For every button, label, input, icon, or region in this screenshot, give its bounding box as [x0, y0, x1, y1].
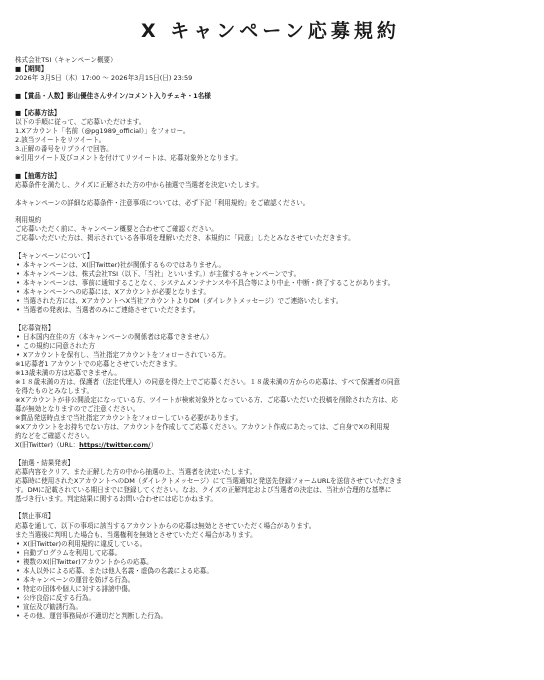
eligibility-note: 約などをご確認ください。 [15, 432, 94, 441]
prohibited-heading: 【禁止事項】 [15, 512, 55, 521]
announcement-line: す。DMに記載されている期日までに登録してください。なお、クイズの正解判定および当選者の決定は、当社が合理的な基準に [15, 485, 392, 494]
url-suffix: ） [150, 441, 158, 450]
list-item: • 本人以外による応募、または他人名義・虚偽の名義による応募。 [15, 567, 526, 576]
selection-heading: ■【抽選方法】 [15, 171, 61, 180]
announcement-heading: 【抽選・結果発表】 [15, 458, 74, 467]
eligibility-note: を得たものとみなします。 [15, 386, 94, 395]
list-item: • 公序良俗に反する行為。 [15, 594, 526, 603]
prize-line: ■【賞品・人数】影山優佳さんサイン/コメント入りチェキ・1名様 [15, 91, 211, 100]
twitter-url-line [15, 441, 526, 450]
selection-line: 応募条件を満たし、クイズに正解された方の中から抽選で当選者を決定いたします。 [15, 181, 263, 190]
list-item: • X(旧Twitter)の利用規約に違反している。 [15, 540, 526, 549]
list-item: • 宣伝及び勧誘行為。 [15, 603, 526, 612]
usage-terms-line: ご応募いただく前に、キャンペーン概要と合わせてご確認ください。 [15, 225, 218, 234]
period-value: 2026年 3月5日（木）17:00 ～ 2026年3月15日(日) 23:59 [15, 74, 193, 83]
usage-terms-line: ご応募いただいた方は、掲示されている各事項を理解いただき、本規約に「同意」したとみなさせていただきます。 [15, 234, 355, 243]
usage-terms-heading: 利用規約 [15, 216, 42, 225]
list-item: • 本キャンペーンは、X(旧Twitter)社が関係するものではありません。 [15, 261, 526, 270]
eligibility-note: ※Xアカウントが非公開設定になっている方、ツイートが検索対象外となっている方、ご応募いただいた投稿を削除された方は、応 [15, 395, 398, 404]
announcement-line: 応募時に使用されたXアカウントへのDM（ダイレクトメッセージ）にて当選通知と発送先登録フォームURLを送信させていただきま [15, 476, 403, 485]
eligibility-note: 募が無効となりますのでご注意ください。 [15, 405, 140, 413]
eligibility-note: ※Xアカウントをお持ちでない方は、アカウントを作成してご応募ください。アカウント作成にあたっては、ご自身でXの利用規 [15, 423, 390, 432]
apply-line: 2.該当ツイートをリツイート。 [15, 136, 106, 145]
list-item: • 特定の団体や個人に対する誹謗中傷。 [15, 585, 526, 594]
prohibited-list [15, 540, 526, 621]
list-item: • 本キャンペーンの運営を妨げる行為。 [15, 576, 526, 585]
list-item: • 日本国内在住の方（本キャンペーンの関係者は応募できません） [15, 333, 526, 342]
eligibility-heading: 【応募資格】 [15, 323, 55, 332]
announcement-line: 基づき行います。判定結果に関するお問い合わせには応じかねます。 [15, 494, 217, 503]
apply-line: 以下の手順に従って、ご応募いただけます。 [15, 118, 146, 127]
list-item: • 自動プログラムを利用して応募。 [15, 549, 526, 558]
list-item: • 当選された方には、XアカウントへX当社アカウントよりDM（ダイレクトメッセージ）でご連絡いたします。 [15, 297, 526, 306]
eligibility-note: ※1応募者1 アカウントでの応募とさせていただきます。 [15, 359, 181, 368]
list-item: • この規約に同意された方 [15, 342, 526, 351]
page-title: X キャンペーン応募規約 [141, 20, 400, 42]
announcement-line: 応募内容をクリア、また正解した方の中から抽選の上、当選者を決定いたします。 [15, 467, 257, 476]
prohibited-line: 応募を通して、以下の事項に該当するアカウントからの応募は無効とさせていただく場合があります。 [15, 521, 316, 530]
apply-line: 1.Xアカウント「名前（@pg1989_official）」をフォロー。 [15, 127, 190, 136]
list-item: • 本キャンペーンは、事前に通知することなく、システムメンテナンスや不具合等により中止・中断・終了することがあります。 [15, 279, 526, 288]
apply-line: ※引用ツイート及びコメントを付けてリツイートは、応募対象外となります。 [15, 154, 242, 163]
eligibility-note: ※13歳未満の方は応募できません。 [15, 368, 121, 377]
company-name: 株式会社TSI（キャンペーン概要） [15, 56, 117, 64]
terms-body [15, 56, 526, 621]
eligibility-list [15, 333, 526, 360]
list-item: • 本キャンペーンは、株式会社TSI（以下、「当社」といいます。）が主催するキャンペーンです。 [15, 270, 526, 279]
terms-note: 本キャンペーンの詳細な応募条件・注意事項については、必ず下記「利用規約」をご確認ください。 [15, 198, 310, 207]
apply-heading: ■【応募方法】 [15, 109, 61, 118]
list-item: • 当選者の発表は、当選者のみにご連絡させていただきます。 [15, 306, 526, 315]
eligibility-note: ※賞品発送時点まで当社指定アカウントをフォローしている必要があります。 [15, 414, 243, 423]
list-item: • 複数のX(旧Twitter)アカウントからの応募。 [15, 558, 526, 567]
period-heading: ■【期間】 [15, 65, 48, 74]
about-heading: 【キャンペーンについて】 [15, 251, 94, 260]
list-item: • 本キャンペーンへの応募には、Xアカウントが必要となります。 [15, 288, 526, 297]
twitter-url-link[interactable]: https://twitter.com/ [79, 441, 151, 450]
about-list [15, 261, 526, 315]
list-item: • その他、運営事務局が不適切だと判断した行為。 [15, 612, 526, 621]
eligibility-note: ※１８歳未満の方は、保護者（法定代理人）の同意を得た上でご応募ください。１８歳未満の方からの応募は、すべて保護者の同意 [15, 377, 401, 386]
apply-line: 3.正解の番号をリプライで回答。 [15, 145, 113, 154]
url-prefix: X(旧Twitter)（URL： [15, 441, 80, 450]
list-item: • Xアカウントを保有し、当社指定アカウントをフォローされている方。 [15, 351, 526, 360]
prohibited-line: また当選後に判明した場合も、当選権利を無効とさせていただく場合があります。 [15, 530, 257, 539]
